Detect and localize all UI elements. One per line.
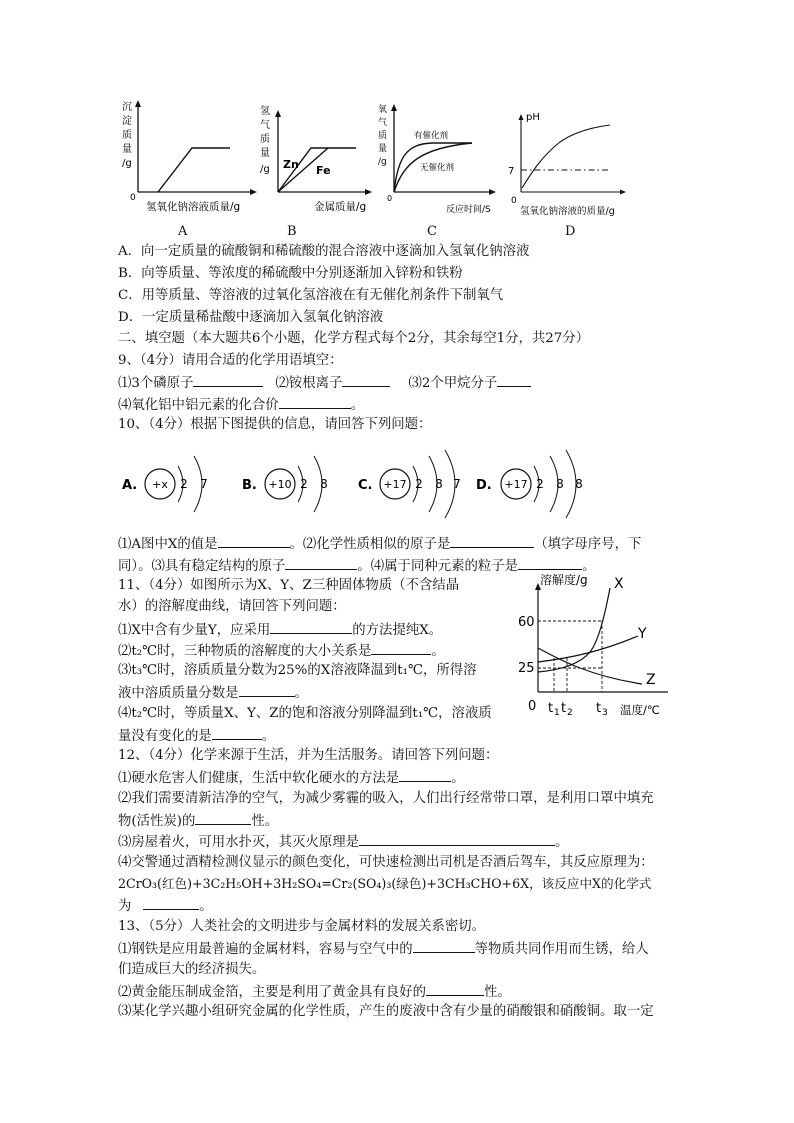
no-catalyst-label: 无催化剂 <box>420 163 455 173</box>
option-c: C．用等质量、等溶液的过氧化氢溶液在有无催化剂条件下制氧气 <box>118 288 504 303</box>
svg-text:7: 7 <box>200 477 208 491</box>
svg-text:/g: /g <box>260 164 270 175</box>
section-heading: 二、填空题（本大题共6个小题，化学方程式每个2分，其余每空1分，共27分） <box>118 331 590 346</box>
q13-line1: ⑴钢铁是应用最普遍的金属材料，容易与空气中的 等物质共同作用而生锈，给人 <box>118 939 649 959</box>
tick-60: 60 <box>518 615 535 630</box>
tick-t3: t <box>596 701 602 716</box>
q12-line5: ⑷交警通过酒精检测仪显示的颜色变化，可快速检测出司机是否酒后驾车，其反应原理为： <box>118 855 654 870</box>
q9-line1: ⑴3个磷原子 ⑵铵根离子 ⑶2个甲烷分子 <box>118 373 531 393</box>
atom-c-letter: C. <box>358 478 373 493</box>
curve-z-label: Z <box>646 672 656 688</box>
q10-line2: 同）。⑶具有稳定结构的原子 。⑷属于同种元素的粒子是 。 <box>118 556 595 576</box>
graph-b <box>256 100 374 218</box>
svg-text:+x: +x <box>152 478 168 491</box>
curve-x-label: X <box>614 576 624 592</box>
q9-title: 9、（4分）请用合适的化学用语填空： <box>118 353 343 368</box>
svg-text:气: 气 <box>260 120 270 131</box>
svg-text:淀: 淀 <box>122 116 132 127</box>
svg-text:8: 8 <box>435 477 443 491</box>
solubility-chart <box>510 574 680 724</box>
svg-text:+17: +17 <box>504 478 528 491</box>
svg-text:8: 8 <box>320 477 328 491</box>
zn-label: Zn <box>283 158 299 171</box>
option-b: B．向等质量、等浓度的稀硫酸中分别逐渐加入锌粉和铁粉 <box>118 266 463 281</box>
q13-title: 13、（5分）人类社会的文明进步与金属材料的发展关系密切。 <box>118 919 486 934</box>
solubility-xlabel: 温度/℃ <box>620 703 660 717</box>
svg-text:8: 8 <box>575 477 583 491</box>
q12-line2: ⑵我们需要清新洁净的空气，为减少雾霾的吸入，人们出行经常带口罩，是利用口罩中填充 <box>118 791 654 806</box>
svg-text:/g: /g <box>122 158 132 169</box>
tick-t1: t <box>548 701 554 716</box>
atom-diagrams <box>118 448 678 520</box>
svg-text:2: 2 <box>415 477 423 491</box>
svg-text:0: 0 <box>387 194 393 203</box>
q11-line1: 11、（4分）如图所示为X、Y、Z三种固体物质（不含结晶 <box>118 578 460 593</box>
option-a: A．向一定质量的硫酸铜和稀硫酸的混合溶液中逐滴加入氢氧化钠溶液 <box>118 244 530 259</box>
curve-y-label: Y <box>638 626 647 642</box>
svg-text:+10: +10 <box>268 478 292 491</box>
graph-b-xlabel: 金属质量/g <box>314 201 367 213</box>
svg-text:0: 0 <box>511 196 517 206</box>
q10-line1: ⑴A图中X的值是 。⑵化学性质相似的原子是 （填字母序号，下 <box>118 534 641 554</box>
q11-line3: ⑴X中含有少量Y，应采用 的方法提纯X。 <box>118 620 442 640</box>
svg-text:8: 8 <box>556 477 564 491</box>
svg-text:质: 质 <box>122 130 132 141</box>
graph-c-letter: C <box>427 224 437 239</box>
tick-25: 25 <box>518 661 535 676</box>
q9-line2: ⑷氧化铝中铝元素的化合价 。 <box>118 395 364 415</box>
atom-a-letter: A. <box>122 478 138 493</box>
graph-d-letter: D <box>565 224 576 239</box>
svg-text:0: 0 <box>528 699 537 714</box>
svg-text:量: 量 <box>122 144 132 155</box>
q13-line2: 们造成巨大的经济损失。 <box>118 962 266 977</box>
graph-b-letter: B <box>287 224 297 239</box>
q12-line7: 为 。 <box>118 896 213 916</box>
tick-t2: t <box>561 701 567 716</box>
graph-c <box>374 100 504 218</box>
graph-c-xlabel: 反应时间/S <box>446 205 491 215</box>
svg-text:2: 2 <box>536 477 544 491</box>
graph-a <box>118 100 258 218</box>
graph-d-xlabel: 氢氧化钠溶液的质量/g <box>520 206 615 217</box>
graph-a-ylabel: 沉 <box>122 102 132 113</box>
curve-x <box>538 588 610 672</box>
svg-text:质: 质 <box>378 131 388 141</box>
q10-title: 10、（4分）根据下图提供的信息，请回答下列问题： <box>118 417 432 432</box>
q11-line5: ⑶t₃℃时，溶质质量分数为25%的X溶液降温到t₁℃，所得溶 <box>118 663 477 678</box>
svg-text:量: 量 <box>378 144 388 154</box>
q13-line4: ⑶某化学兴趣小组研究金属的化学性质，产生的废液中含有少量的硝酸银和硝酸铜。取一定 <box>118 1004 654 1019</box>
q11-line2: 水）的溶解度曲线，请回答下列问题： <box>118 599 346 614</box>
q12-line3: 物(活性炭)的 性。 <box>118 811 278 831</box>
svg-text:7: 7 <box>453 477 461 491</box>
svg-text:量: 量 <box>260 148 270 159</box>
q12-title: 12、（4分）化学来源于生活，并为生活服务。请回答下列问题： <box>118 748 499 763</box>
curve-y <box>538 636 638 662</box>
q12-line4: ⑶房屋着火，可用水扑灭，其灭火原理是 。 <box>118 832 568 852</box>
svg-text:2: 2 <box>300 477 308 491</box>
q11-line7: ⑷t₂℃时，等质量X、Y、Z的饱和溶液分别降温到t₁℃，溶液质 <box>118 706 492 721</box>
svg-text:气: 气 <box>378 118 388 128</box>
option-d: D．一定质量稀盐酸中逐滴加入氢氧化钠溶液 <box>118 310 384 325</box>
graph-c-ylabel: 氧 <box>378 105 388 115</box>
ph-label: pH <box>526 112 540 123</box>
q12-equation: 2CrO₃(红色)+3C₂H₅OH+3H₂SO₄=Cr₂(SO₄)₃(绿色)+3CH₃CHO+6X，该反应中X的化学式 <box>118 876 652 891</box>
svg-text:2: 2 <box>180 477 188 491</box>
atom-b-letter: B. <box>242 478 257 493</box>
svg-text:3: 3 <box>602 708 608 718</box>
catalyst-label: 有催化剂 <box>414 131 449 141</box>
atom-d-letter: D. <box>476 478 492 493</box>
graph-a-letter: A <box>178 224 188 239</box>
svg-text:/g: /g <box>378 157 387 167</box>
q11-line6: 液中溶质质量分数是 。 <box>118 683 308 703</box>
svg-text:+17: +17 <box>383 478 407 491</box>
svg-text:质: 质 <box>260 134 270 145</box>
q12-line1: ⑴硬水危害人们健康，生活中软化硬水的方法是 。 <box>118 768 465 788</box>
svg-text:0: 0 <box>130 193 136 203</box>
svg-text:7: 7 <box>508 166 515 177</box>
svg-text:1: 1 <box>554 708 560 718</box>
solubility-ylabel: 溶解度/g <box>540 574 588 587</box>
q13-line3: ⑵黄金能压制成金箔，主要是利用了黄金具有良好的 性。 <box>118 982 511 1002</box>
svg-text:2: 2 <box>567 708 573 718</box>
graph-a-xlabel: 氢氧化钠溶液质量/g <box>146 201 241 213</box>
graph-b-ylabel: 氢 <box>260 106 270 117</box>
q11-line4: ⑵t₂℃时，三种物质的溶解度的大小关系是 。 <box>118 641 445 661</box>
graph-d <box>504 100 632 218</box>
q11-line8: 量没有变化的是 。 <box>118 726 275 746</box>
fe-label: Fe <box>316 164 331 177</box>
